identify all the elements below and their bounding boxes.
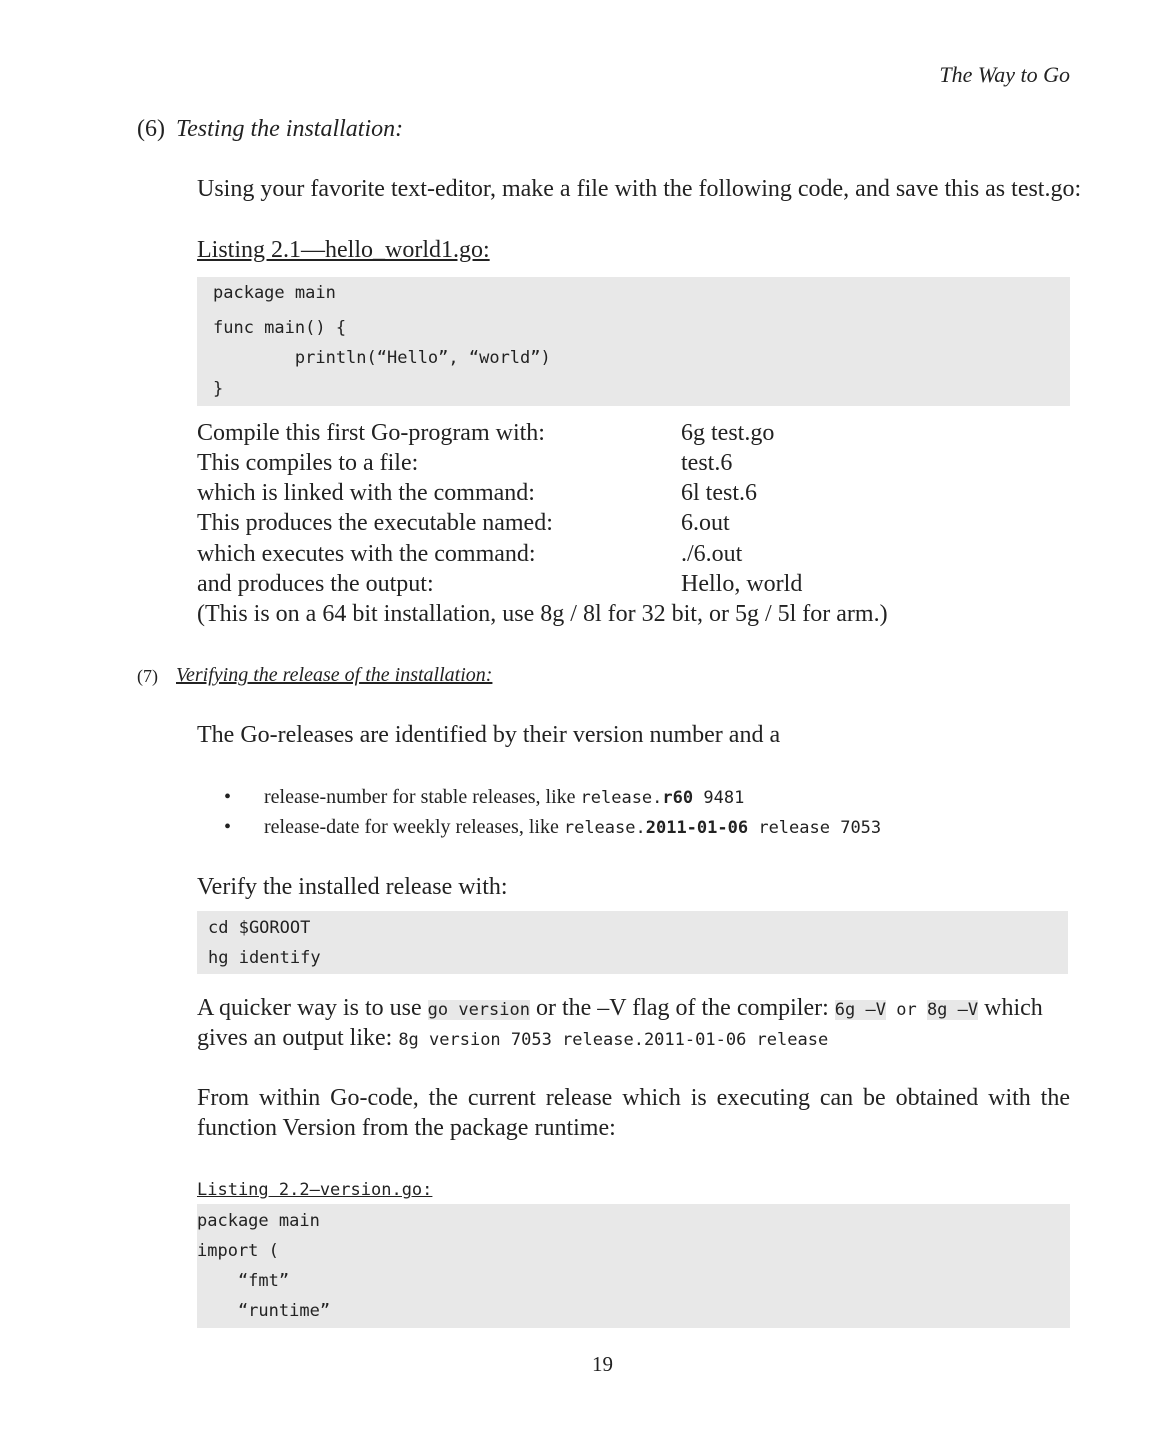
text: A quicker way is to use (197, 995, 428, 1021)
bullet-text: release-number for stable releases, like (264, 786, 581, 808)
step-value: 6.out (681, 510, 730, 536)
page-number: 19 (592, 1352, 613, 1376)
step-value: ./6.out (681, 541, 743, 567)
code-line: func main() { (213, 318, 347, 338)
inline-code: release. (563, 818, 646, 838)
code-line: package main (213, 283, 336, 303)
paragraph: The Go-releases are identified by their version number and a (197, 722, 781, 748)
inline-code: 2011-01-06 (645, 818, 749, 838)
bullet-text: release-date for weekly releases, like (264, 816, 564, 838)
paragraph (197, 1025, 828, 1052)
text: gives an output like: (197, 1025, 399, 1051)
inline-code: 8g version 7053 release.2011-01-06 release (398, 1030, 829, 1050)
code-block (197, 277, 1070, 406)
step-label: which is linked with the command: (197, 480, 535, 506)
inline-code: r60 (662, 788, 694, 808)
paragraph: Using your favorite text-editor, make a file with the following code, and save this as test.go: (197, 176, 1082, 202)
section-number: (6) (137, 116, 165, 142)
running-header: The Way to Go (939, 62, 1070, 87)
paragraph: From within Go-code, the current release which is executing can be obtained with the (197, 1085, 1070, 1111)
step-value: Hello, world (681, 571, 803, 597)
inline-code: release 7053 (748, 818, 882, 838)
text: which (978, 995, 1043, 1021)
step-value: 6l test.6 (681, 480, 757, 506)
listing-caption: Listing 2.2—version.go: (197, 1180, 433, 1200)
code-block (197, 1204, 1070, 1328)
paragraph: function Version from the package runtime: (197, 1115, 616, 1141)
paragraph: Verify the installed release with: (197, 874, 508, 900)
code-line: “runtime” (197, 1301, 331, 1321)
list-item: • release-date for weekly releases, like release.2011-01-06 release 7053 (224, 816, 882, 838)
code-line: “fmt” (197, 1271, 290, 1291)
note: (This is on a 64 bit installation, use 8g / 8l for 32 bit, or 5g / 5l for arm.) (197, 601, 888, 627)
step-value: test.6 (681, 450, 733, 476)
text: or the –V flag of the compiler: (529, 995, 835, 1021)
step-value: 6g test.go (681, 420, 775, 446)
code-line: println(“Hello”, “world”) (213, 348, 551, 368)
code-line: cd $GOROOT (208, 918, 311, 938)
inline-code: 8g –V (926, 1000, 979, 1020)
bullet-list (224, 786, 882, 846)
code-line: package main (197, 1211, 320, 1231)
step-label: which executes with the command: (197, 541, 536, 567)
inline-code: 6g –V (834, 1000, 886, 1020)
step-label: This produces the executable named: (197, 510, 553, 536)
section-title: Verifying the release of the installation: (176, 664, 493, 686)
step-label: This compiles to a file: (197, 450, 419, 476)
list-item: • release-number for stable releases, like release.r60 9481 (224, 786, 745, 808)
step-label: Compile this first Go-program with: (197, 420, 545, 446)
code-line: hg identify (208, 948, 321, 968)
inline-code: or (885, 1000, 927, 1020)
code-line: } (213, 379, 224, 399)
section-number: (7) (137, 666, 158, 686)
code-line: import ( (197, 1241, 279, 1261)
step-label: and produces the output: (197, 571, 434, 597)
section-title: Testing the installation: (176, 116, 404, 142)
inline-code: release. (580, 788, 663, 808)
code-block (197, 911, 1068, 974)
inline-code: go version (427, 1000, 530, 1020)
listing-caption: Listing 2.1—hello_world1.go: (197, 237, 490, 263)
inline-code: 9481 (693, 788, 745, 808)
paragraph (197, 995, 1043, 1022)
